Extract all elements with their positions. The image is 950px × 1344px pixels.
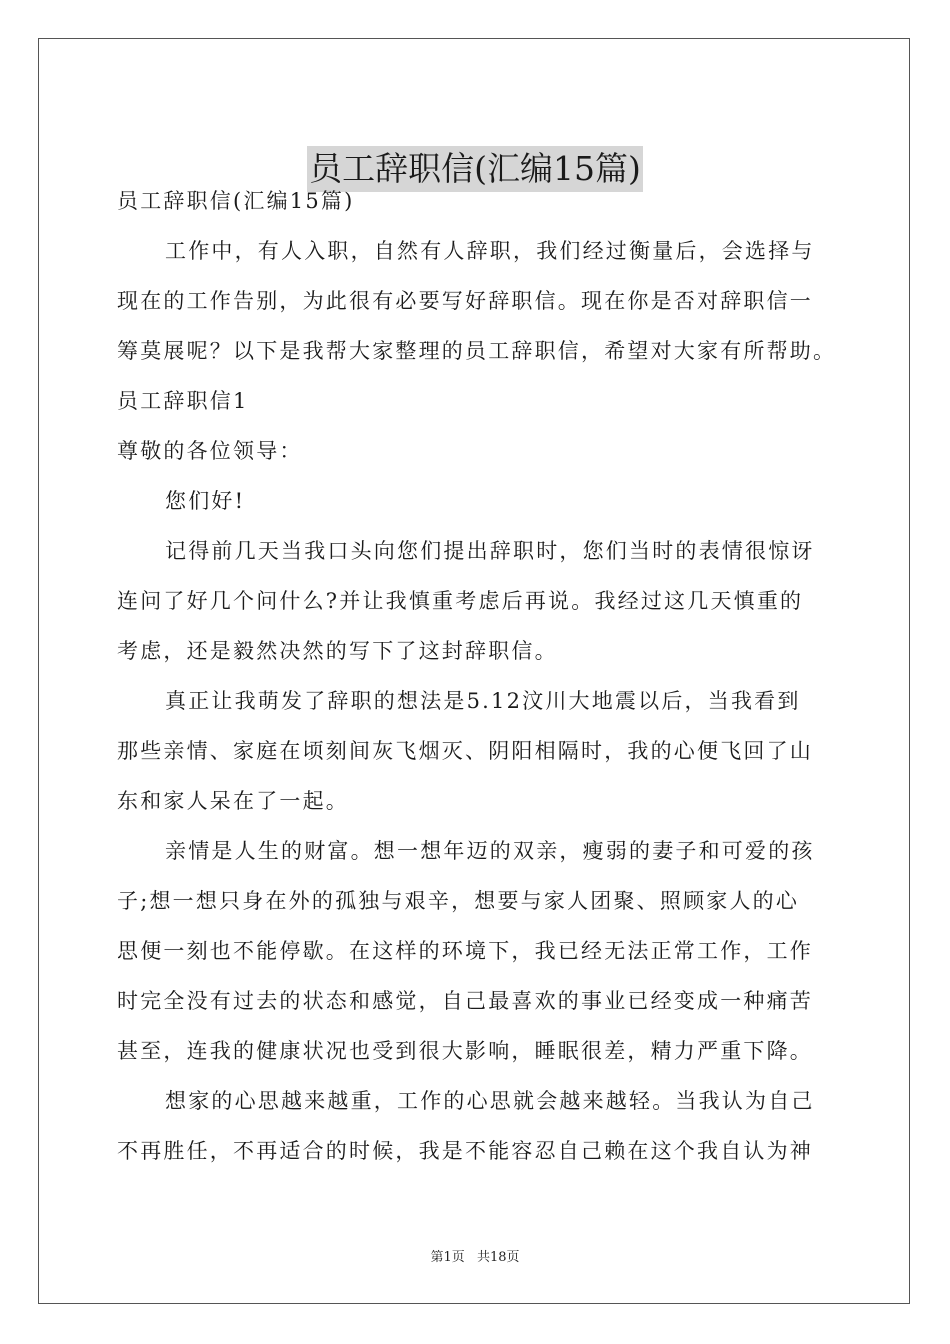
document-title: 员工辞职信(汇编15篇) [307, 146, 643, 192]
text-line: 想家的心思越来越重，工作的心思就会越来越轻。当我认为自己 [165, 1089, 815, 1113]
text-line: 尊敬的各位领导： [117, 439, 303, 463]
text-line: 子;想一想只身在外的孤独与艰辛，想要与家人团聚、照顾家人的心 [117, 889, 800, 913]
text-line: 工作中，有人入职，自然有人辞职，我们经过衡量后，会选择与 [165, 239, 815, 263]
text-line: 时完全没有过去的状态和感觉，自己最喜欢的事业已经变成一种痛苦 [117, 989, 813, 1013]
page-total: 共18页 [476, 1250, 520, 1265]
document-body [117, 176, 837, 1176]
text-line: 甚至，连我的健康状况也受到很大影响，睡眠很差，精力严重下降。 [117, 1039, 813, 1063]
page-number: 第1页 [430, 1250, 465, 1265]
text-line: 亲情是人生的财富。想一想年迈的双亲，瘦弱的妻子和可爱的孩 [165, 839, 815, 863]
text-line: 真正让我萌发了辞职的想法是5.12汶川大地震以后，当我看到 [165, 689, 801, 713]
text-line: 思便一刻也不能停歇。在这样的环境下，我已经无法正常工作，工作 [117, 939, 813, 963]
text-line: 考虑，还是毅然决然的写下了这封辞职信。 [117, 639, 558, 663]
text-line: 您们好! [165, 489, 246, 513]
text-line: 那些亲情、家庭在顷刻间灰飞烟灭、阴阳相隔时，我的心便飞回了山 [117, 739, 813, 763]
text-line: 不再胜任，不再适合的时候，我是不能容忍自己赖在这个我自认为神 [117, 1139, 813, 1163]
text-line: 连问了好几个问什么?并让我慎重考虑后再说。我经过这几天慎重的 [117, 589, 804, 613]
page-footer [0, 1246, 950, 1265]
text-line: 东和家人呆在了一起。 [117, 789, 349, 813]
text-line: 员工辞职信(汇编15篇) [117, 189, 355, 213]
text-line: 筹莫展呢？以下是我帮大家整理的员工辞职信，希望对大家有所帮助。 [117, 339, 837, 363]
text-line: 现在的工作告别，为此很有必要写好辞职信。现在你是否对辞职信一 [117, 289, 813, 313]
text-line: 记得前几天当我口头向您们提出辞职时，您们当时的表情很惊讶 [165, 539, 815, 563]
text-line: 员工辞职信1 [117, 389, 249, 413]
